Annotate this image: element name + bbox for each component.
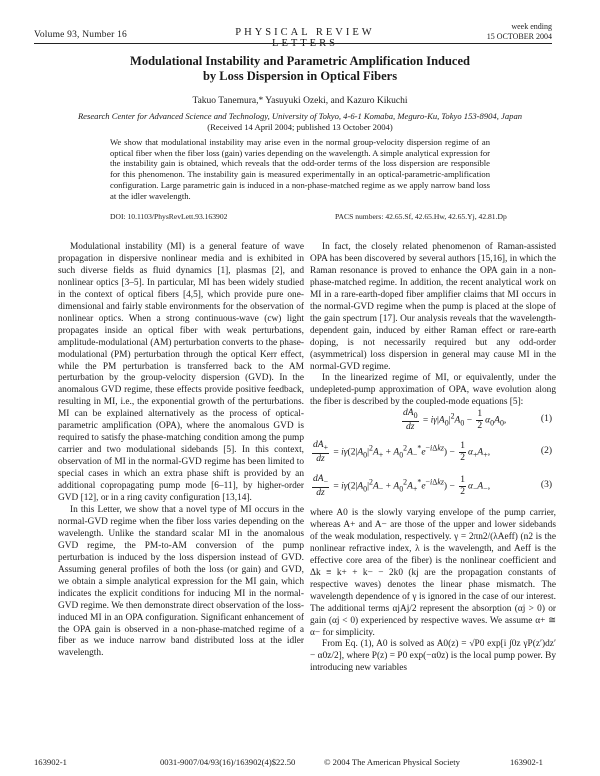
- date-label: 15 OCTOBER 2004: [486, 31, 552, 41]
- equation-3-body: $\frac{dA_-}{dz}$ = $i\gamma(2|A_0|^2A_- + A_0^2A_+^*e^{-i\Delta kz})$ − $\frac{1}{2}$ $\alpha_-A_-$,: [313, 474, 491, 498]
- paragraph: Modulational instability (MI) is a general feature of wave propagation in dispersive nonlinear media and is exhibited in such diverse fields as fluid dynamics [1], plasmas [2], and nonlinear optics [3–5]. In particular, MI has been widely studied in the context of optical fibers [4,5], which provide pure one-dimensional and fairly stable environments for the observation of nonlinear optics. When a strong continuous-wave (cw) light propagates inside an optical fiber with weak perturbations, amplitude-modulational (AM) perturbation converts to the phase-modulational (PM) perturbation through the optical Kerr effect, while the PM perturbation is transferred back to the AM perturbation by the group-velocity dispersion (GVD). In the anomalous GVD regime, these effects provide positive feedback, resulting in MI, i.e., the exponential growth of the perturbations. MI can be explained alternatively as the process of optical-parametric amplification (OPA), where the anomalous GVD is required to satisfy the phase-matching condition among the pump carrier and two modulational sidebands [5]. In this context, observation of MI in the normal-GVD regime has been limited to special cases in which an extra phase shift is provided by an additional copropagating pump mode [6–11], by higher-order GVD [12], or in a ring cavity configuration [13,14].: [58, 242, 304, 504]
- page-number-right: 163902-1: [510, 757, 543, 767]
- equation-1: [310, 408, 552, 434]
- authors: Takuo Tanemura,* Yasuyuki Ozeki, and Kazuro Kikuchi: [192, 96, 408, 106]
- paragraph: In the linearized regime of MI, or equivalently, under the undepleted-pump approximation of OPA, wave evolution along the fiber is described by the coupled-mode equations [5]:: [310, 373, 556, 408]
- copyright: © 2004 The American Physical Society: [324, 757, 460, 767]
- affiliation: Research Center for Advanced Science and Technology, University of Tokyo, 4-6-1 Komaba, Meguro-Ku, Tokyo 153-8904, Japan: [77, 111, 523, 121]
- journal-name: PHYSICAL REVIEW LETTERS: [235, 27, 375, 49]
- volume-number: Volume 93, Number 16: [34, 30, 128, 40]
- doi-link[interactable]: DOI: 10.1103/PhysRevLett.93.163902: [110, 212, 228, 221]
- paragraph: In this Letter, we show that a novel type of MI occurs in the normal-GVD regime when the fiber loss varies depending on the wavelength. Unlike the standard scalar MI in the anomalous GVD regime, the PM-to-AM conversion of the pump perturbation is induced by the loss dispersion instead of GVD. Assuming general profiles of both the loss (or gain) and GVD, we obtain a simple analytical expression for the MI gain, which indicates the explicit conditions for inducing MI in the normal-GVD regime. We then demonstrate direct observation of the loss-induced MI in an OPA configuration. Significant enhancement of the OPA gain is observed in a non-phase-matched regime of a fiber as we induce narrow band distributed loss at the idler wavelength.: [58, 504, 304, 659]
- title-line-2: by Loss Dispersion in Optical Fibers: [202, 68, 398, 83]
- right-column-bottom: [310, 508, 556, 675]
- equation-2-number: (2): [540, 446, 552, 456]
- page-number-left: 163902-1: [34, 757, 67, 767]
- article-code: 0031-9007/04/93(16)/163902(4)$22.50: [160, 757, 296, 767]
- pacs-numbers: PACS numbers: 42.65.Sf, 42.65.Hw, 42.65.Yj, 42.81.Dp: [335, 212, 507, 221]
- paragraph: From Eq. (1), A0 is solved as A0(z) = √P0 exp[i ∫0z γP(z′)dz′ − α0z/2], where P(z) = P0 exp(−α0z) is the local pump power. By introducing new variables: [310, 639, 556, 674]
- abstract: We show that modulational instability may arise even in the normal group-velocity dispersion regime of an optical fiber when the fiber loss (gain) varies depending on the wavelength. A simple analytical expression for the instability gain is obtained, which reveals that the odd-order terms of the loss dispersion are responsible for this phenomenon. The instability gain is measured experimentally in an optical-parametric-amplification configuration. Large parametric gain is induced in a non-phase-matched regime as we apply narrow band loss at the idler wavelength.: [110, 137, 490, 201]
- equation-1-number: (1): [540, 414, 552, 424]
- paragraph: In fact, the closely related phenomenon of Raman-assisted OPA has been discovered by several authors [15,16], in which the Raman resonance is proved to enhance the OPA gain in a non-phase-matched regime. In addition, the recent analytical work on MI in a rare-earth-doped fiber amplifier claims that MI occurs in the normal-GVD regime when the pump is placed at the slope of the gain spectrum [17]. Our analysis reveals that the wavelength-dependent gain, induced by either Raman effect or rare-earth doping, is not necessarily required but any odd-order (asymmetrical) loss dispersion in general may cause MI in the normal-GVD regime.: [310, 242, 556, 372]
- right-column-top: [310, 242, 556, 409]
- week-ending-label: week ending: [511, 22, 552, 31]
- equation-2: [310, 440, 552, 466]
- left-column: [58, 242, 304, 660]
- received-dates: (Received 14 April 2004; published 13 October 2004): [207, 122, 393, 132]
- equation-3-number: (3): [540, 480, 552, 490]
- paragraph: where A0 is the slowly varying envelope of the pump carrier, whereas A+ and A− are those of the upper and lower sidebands of the weak modulation, respectively. γ = 2πn2/(λAeff) (n2 is the nonlinear refractive index, λ is the wavelength, and Aeff is the effective core area of the fiber) is the nonlinear coefficient and Δk ≡ k+ + k− − 2k0 (kj are the propagation constants of respective waves) denotes the linear phase mismatch. The wavelength dependence of γ is ignored in the case of our interest. The additional terms αjAj/2 represent the absorption (αj > 0) or gain (αj < 0) experienced by respective waves. We assume α+ ≅ α− for simplicity.: [310, 508, 556, 638]
- title-line-1: Modulational Instability and Parametric Amplification Induced: [130, 54, 470, 68]
- header-rule: [34, 43, 552, 44]
- paper-title: [60, 54, 540, 83]
- issue-date: [487, 22, 552, 41]
- equation-3: [310, 474, 552, 500]
- equation-1-body: $\frac{dA_0}{dz}$ = $i\gamma|A_0|^2A_0$ − $\frac{1}{2}$ $\alpha_0A_0$,: [403, 408, 507, 432]
- equation-2-body: $\frac{dA_+}{dz}$ = $i\gamma(2|A_0|^2A_+ + A_0^2A_-^*e^{-i\Delta kz})$ − $\frac{1}{2}$ $\alpha_+A_+$,: [313, 440, 491, 464]
